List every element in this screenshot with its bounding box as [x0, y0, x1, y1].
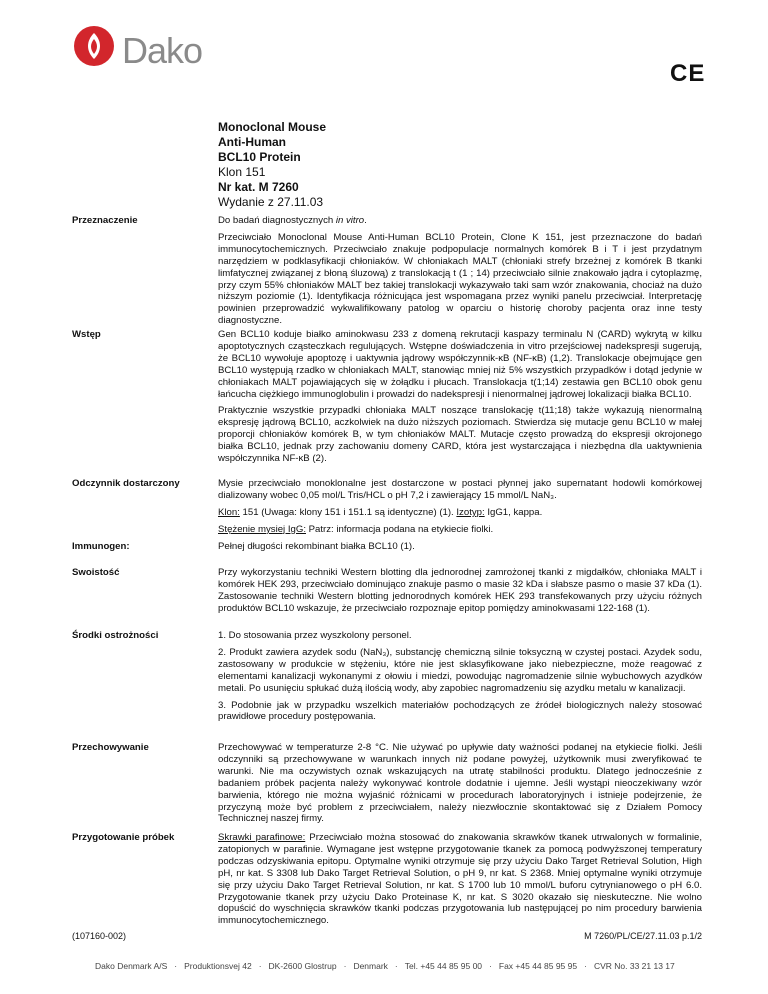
- footer-item: Fax +45 44 85 95 95: [498, 961, 578, 971]
- paragraph: Skrawki parafinowe: Przeciwciało można stosować do znakowania skrawków tkanek utrwalonych w formalinie, zatopionych w parafinie. Wymagane jest wstępne przygotowanie tkanek za pomocą podwyższonej temperatury podczas odzyskiwania epitopu. Optymalne wyniki otrzymuje się przy użyciu Dako Target Retrieval Solution, High pH, nr kat. S 3308 lub Dako Target Retrieval Solution, o pH 9, nr kat. S 2368. Mniej optymalne wyniki otrzymuje się przy użyciu Dako Target Retrieval Solution, nr kat. S 1700 lub 10 mmol/L buforu cytrynianowego o pH 6.0. Przygotowanie tkanek przy użyciu Dako Proteinase K, nr kat. S 3020 okazało się nieskuteczne. Nie wolno dopuścić do wyschnięcia skrawków tkanki podczas przygotowania lub następującej po nim procedury barwienia immunocytochemicznego.: [218, 832, 702, 927]
- paragraph: Stężenie mysiej IgG: Patrz: informacja podana na etykiecie fiolki.: [218, 523, 494, 535]
- paragraph: Przeciwciało Monoclonal Mouse Anti-Human BCL10 Protein, Clone K 151, jest przeznaczone do badań immunocytochemicznych. Przeciwciało znakuje podpopulacje normalnych komórek B i T i jest przydatnym narzędziem w podklasyfikacji chłoniaków. W chłoniakach MALT (chłoniaki strefy brzeżnej z komórek B tkanki limfatycznej związanej z błoną śluzową) z translokacją t (1 ; 14) przeciwciało silnie znakowało jądra i cytoplazmę, przy czym 55% chłoniaków MALT bez takiej translokacji wykazywało taki sam wzór znakowania, chociaż na dużo niższym poziomie (1). Identyfikacja różnicująca jest wspomagana przez wyniki panelu przeciwciał. Interpretację powinien przeprowadzić wykwalifikowany patolog w oparciu o historię choroby pacjenta oraz inne testy diagnostyczne.: [218, 231, 702, 327]
- section-label: Przechowywanie: [72, 742, 149, 753]
- section-label: Przygotowanie próbek: [72, 832, 175, 843]
- paragraph: Przy wykorzystaniu techniki Western blotting dla jednorodnej zamrożonej tkanki z migdałków, chłoniaka MALT i komórek HEK 293, przeciwciało dominująco znakuje pasmo o masie 32 kDa i słabsze pasmo o masie 37 kDa (1). Zastosowanie techniki Western blotting jednorodnych komórek HEK 293 transfekowanych przy użyciu różnych produktów BCL10 wskazuje, że przeciwciało rozpoznaje epitop pomiędzy aminokwasami 122-168 (1).: [218, 567, 702, 614]
- section-label: Swoistość: [72, 567, 120, 578]
- company-footer: [95, 961, 675, 971]
- footer-separator: ·: [258, 961, 262, 971]
- paragraph: 1. Do stosowania przez wyszkolony personel.: [218, 630, 412, 641]
- section-label: Przeznaczenie: [72, 215, 138, 226]
- paragraph: Mysie przeciwciało monoklonalne jest dostarczone w postaci płynnej jako supernatant hodowli komórkowej dializowany wobec 0,05 mol/L Tris/HCL o pH 7,2 i zawierający 15 mmol/L NaN₃.: [218, 478, 702, 501]
- paragraph: Klon: 151 (Uwaga: klony 151 i 151.1 są identyczne) (1). Izotyp: IgG1, kappa.: [218, 506, 543, 518]
- section-label: Wstęp: [72, 329, 101, 340]
- paragraph: 2. Produkt zawiera azydek sodu (NaN₃), substancję chemiczną silnie toksyczną w czystej postaci. Azydek sodu, zastosowany w produkcie w stężeniu, które nie jest sklasyfikowane jako niebezpieczne, może reagować z elementami kanalizacji wykonanymi z ołowiu i miedzi, powodując nagromadzenie silnie wybuchowych azydków metali. Po usunięciu spłukać dużą ilością wody, aby zapobiec nagromadzeniu się azydku metalu w kanalizacji.: [218, 646, 702, 694]
- ce-mark: CE: [670, 60, 706, 87]
- section-introduction: [72, 329, 702, 470]
- edition-date: Wydanie z 27.11.03: [218, 195, 324, 209]
- paragraph: Przechowywać w temperaturze 2-8 °C. Nie używać po upływie daty ważności podanej na etykiecie fiolki. Jeśli odczynniki są przechowywane w warunkach innych niż podane powyżej, użytkownik musi zweryfikować te warunki. Nie ma oczywistych oznak wskazujących na utratę stabilności produktu. Dlatego jednocześnie z badaniem próbek pacjenta należy wykonywać kontrole dodatnie i ujemne. Jeśli wystąpi nieoczekiwany wzór barwienia, którego nie można wyjaśnić różnicami w procedurach laboratoryjnych i istnieje podejrzenie, że przyczyną może być problem z przeciwciałem, należy niezwłocznie skontaktować się z Działem Pomocy Technicznej naszej firmy.: [218, 742, 702, 825]
- title-line: BCL10 Protein: [218, 150, 301, 164]
- section-reagent: [72, 478, 702, 541]
- paragraph: Gen BCL10 koduje białko aminokwasu 233 z domeną rekrutacji kaspazy terminalu N (CARD) wykrytą w kilku apoptotycznych cząsteczkach regulujących. Wstępne doświadczenia in vitro przejściowej nadekspresji sugerują, że BCL10 wywołuje apoptozę i uaktywnia jądrowy współczynnik-κB (NF-κB) (1,2). Translokacje obejmujące gen BCL10 występują rzadko w chłoniakach MALT, stanowiąc mniej niż 5% wszystkich przypadków i dotąd jedynie w chłoniakach MALT pojawiających się w żołądku i płucach. Translokacja t(1;14) zestawia gen BCL10 obok genu łańcucha ciężkiego immunoglobulin i prowadzi do nadekspresji i nienormalnej jądrowej lokalizacji białka BCL10.: [218, 329, 702, 400]
- section-label: Immunogen:: [72, 541, 130, 552]
- section-intended-use: [72, 215, 702, 332]
- section-label: Środki ostrożności: [72, 630, 159, 641]
- footer-item: Tel. +45 44 85 95 00: [404, 961, 483, 971]
- footer-item: CVR No. 33 21 13 17: [593, 961, 675, 971]
- footer-item: Denmark: [353, 961, 388, 971]
- section-precautions: [72, 630, 702, 728]
- page-reference: M 7260/PL/CE/27.11.03 p.1/2: [584, 931, 702, 941]
- section-specimen-preparation: [72, 832, 702, 932]
- document-code: (107160-002): [72, 931, 127, 941]
- footer-item: DK-2600 Glostrup: [268, 961, 337, 971]
- title-line: Monoclonal Mouse: [218, 120, 326, 134]
- title-line: Anti-Human: [218, 135, 286, 149]
- footer-separator: ·: [343, 961, 347, 971]
- clone-line: Klon 151: [218, 165, 266, 179]
- section-immunogen: [72, 541, 702, 558]
- footer-separator: ·: [174, 961, 178, 971]
- section-storage: [72, 742, 702, 830]
- footer-separator: ·: [584, 961, 587, 971]
- footer-item: Produktionsvej 42: [184, 961, 252, 971]
- section-label: Odczynnik dostarczony: [72, 478, 180, 489]
- paragraph: Praktycznie wszystkie przypadki chłoniaka MALT noszące translokację t(11;18) także wykazują nienormalną ekspresję jądrową BCL10, aczkolwiek na dużo niższych poziomach. Stwierdza się mutacje genu BCL10 w małej proporcji chłoniaków komórek B, w tym chłoniaków MALT. Mutacje często prowadzą do ekspresji okrojonego białka BCL10, jednak przy zachowaniu domeny CARD, która jest wystarczająca i niezbędna dla uaktywnienia współczynnika NF-κB (2).: [218, 405, 702, 465]
- product-title: [218, 120, 326, 210]
- paragraph: Do badań diagnostycznych in vitro.: [218, 215, 367, 226]
- dako-logo-text: Dako: [122, 30, 203, 71]
- dako-logo: [72, 20, 202, 80]
- dako-logo-icon: [72, 24, 116, 68]
- paragraph: Pełnej długości rekombinant białka BCL10 (1).: [218, 541, 415, 552]
- catalog-number: Nr kat. M 7260: [218, 180, 299, 194]
- section-specificity: [72, 567, 702, 620]
- paragraph: 3. Podobnie jak w przypadku wszelkich materiałów pochodzących ze źródeł biologicznych należy stosować prawidłowe procedury postępowania.: [218, 699, 702, 723]
- footer-separator: ·: [394, 961, 398, 971]
- footer-separator: ·: [489, 961, 492, 971]
- footer-item: Dako Denmark A/S: [95, 961, 168, 971]
